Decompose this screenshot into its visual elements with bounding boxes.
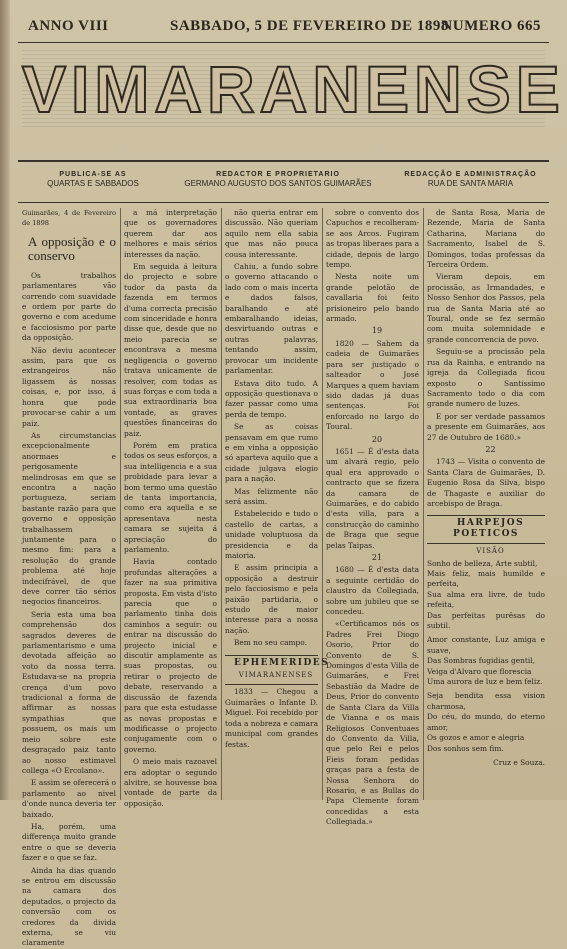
header-separator-rule xyxy=(18,202,549,203)
poem-line: Seja bendita essa vision charmosa, xyxy=(427,691,545,711)
poem xyxy=(427,559,545,769)
redactor-label: REDACTOR E PROPRIETARIO xyxy=(216,171,340,178)
paragraph: Cahiu, a fundo sobre o governo attacando o lado com o mais incerta e dados falsos, baralhando e até embaralhando ideias, desvirtuando outras e outras palavras, tentando assim, provocar um incidente parlamentar. xyxy=(225,262,318,376)
column-rule-2 xyxy=(221,208,222,800)
office-address xyxy=(398,170,543,198)
paragraph: Nesta noite um grande pelotão de cavallaria foi feito prisioneiro pelo bando armado. xyxy=(326,272,419,324)
paragraph: O meio mais razoavel era adoptar o segundo alvitre, se houvesse boa vontade de parte da opposição. xyxy=(124,757,217,808)
poem-line: Mais feliz, mais humilde e perfeita, xyxy=(427,569,545,589)
section-subtitle: VIMARANENSES xyxy=(238,671,314,680)
poetry-title: HARPEJOS POETICOS xyxy=(453,518,525,539)
redaccao-value: RUA DE SANTA MARIA xyxy=(427,179,514,188)
paragraph: «Certificamos nós os Padres Frei Diogo Osorio, Prior do Convento de S. Domingos d'esta Villa de Guimarães, e Frei Sebastião da Madre de Deus, Prior do convento de Santa Clara da Villa de Vianna e os mais Religiosos Conventuaes do Convento da Villa, que pelo Rei e pelos Fieis foram pedidas graças para a festa de Nossa Senhora do Rosario, e as Bullas do Papa Clemente foram concedidas a esta Collegiada.» xyxy=(326,619,419,827)
poem-line: Os gozos e amor e alegria xyxy=(427,733,525,743)
paragraph: Se as coisas pensavam em que rumo e em vinha a opposição só aparteva aquilo que a cidade julgava elogio para a nação. xyxy=(225,422,318,484)
column-5 xyxy=(427,208,545,800)
entry-number: 19 xyxy=(371,326,383,336)
paragraph: E por ser verdade passamos a presente em Guimarães, aos 27 de Outubro de 1680.» xyxy=(427,411,545,442)
poem-line: Amor constante, Luz amiga e suave, xyxy=(427,635,545,655)
paragraph: Seria esta uma boa comprehensão dos sagrados deveres de parlamentarismo e uma devotada affeição ao voto da nossa terra. Estudava-se na propria crença d'um povo tradicional a forma de affirmar as nossas sympathias que possuem, os mais um meio sobre este desgraçado paiz tanto ao nosso estimavel collega «O Ercolano». xyxy=(22,609,116,775)
column-1 xyxy=(22,208,116,948)
poem-author: Cruz e Souza. xyxy=(493,757,545,767)
editor-info xyxy=(168,170,388,198)
entry-number: 22 xyxy=(485,444,496,454)
column-rule-1 xyxy=(120,208,121,800)
paragraph: Mas felizmente não será assim. xyxy=(225,486,318,506)
dateline: Guimarães, 4 de Fevereiro de 1898 xyxy=(22,209,116,228)
column-rule-3 xyxy=(322,208,323,800)
paragraph: não queria entrar em discussão. Não queriam aquilo nem ella sabia que mas não pouca cousa interessante. xyxy=(225,208,318,259)
paragraph: Seguiu-se a procissão pela rua da Rainha, e entrando na igreja da Collegiada ficou exposto o Santissimo Sacramento todo o dia com grande numero de luzes. xyxy=(427,347,545,409)
paragraph: Bem no seu campo. xyxy=(234,638,307,648)
page-spine-shadow xyxy=(0,0,10,800)
poetry-section-header xyxy=(427,515,545,544)
entry-number: 20 xyxy=(371,434,383,444)
column-3 xyxy=(225,208,330,800)
paragraph: Ha, porém, uma differença muito grande entre o que se deveria fazer e o que se faz. xyxy=(22,821,116,863)
redactor-value: GERMANO AUGUSTO DOS SANTOS GUIMARÃES xyxy=(184,179,372,188)
poem-line: Das perfeitas purêsas do subtil. xyxy=(427,610,545,631)
publica-label: PUBLICA-SE AS xyxy=(59,171,127,178)
paragraph: 1680 — É d'esta data a seguinte certidão do claustro da Collegiada, sobre um jubileu que se concedeu. xyxy=(326,565,419,617)
paragraph: Porém em pratica todos os seus esforços, a sua intelligencia e a sua probidade para levar a bom termo uma questão de tanta importancia, como era aquella e se apresentava nesta camara se sujeita á apreciação do parlamento. xyxy=(124,440,217,554)
column-2 xyxy=(124,208,217,808)
masthead-bottom-rule xyxy=(18,160,549,162)
paragraph: E assim se oferecerá o parlamento ao nivel d'onde nunca deveria ter baixado. xyxy=(22,778,116,819)
poem-line: Sua alma era livre, de tudo refeita, xyxy=(427,589,545,610)
paragraph: de Santa Rosa, Maria de Rezende, Maria de Santa Catharina, Mariana do Sacramento, Isabel de S. Domingos, todas professas da Terceira Ordem. xyxy=(427,208,545,270)
masthead-top-rule xyxy=(18,42,549,43)
paragraph: Havia contado profundas alterações a fazer na sua primitiva proposta. Em vista d'isto parecia que o parlamento tinha dois caminhos a seguir: ou entrar na discussão do projecto inicial e discutir amplamente as suas propostas, ou retirar o projecto de debate, reservando a discussão de fazenda para que esta estudasse as novas propostas e modificasse o projecto conjugamente com o governo. xyxy=(124,557,217,754)
ephemerides-header xyxy=(225,655,330,686)
paragraph: sobre o convento dos Capuchos e recolheram-se aos Arcos. Fugiram as tropas liberaes para a cidade, depois de largo tempo. xyxy=(326,208,419,270)
entry-number: 21 xyxy=(371,553,383,562)
redaccao-label: REDACÇÃO E ADMINISTRAÇÃO xyxy=(404,171,537,178)
paragraph: Os trabalhos parlamentares vão correndo com suavidade e ordem por parte do governo e com acedume e facciosismo por parte da opposição. xyxy=(22,270,116,343)
paragraph: Vieram depois, em procissão, as Irmandades, e Nosso Senhor dos Passos, pela rua de Santa Maria até ao Toural, onde se fez sermão com muita solemnidade e grande concorrencia de povo. xyxy=(427,272,545,344)
publication-days xyxy=(28,170,158,198)
poem-line: Uma aurora de luz e bem feliz. xyxy=(427,677,543,687)
newspaper-title: VIMARANENSE xyxy=(22,48,545,130)
poem-title: VISÃO xyxy=(476,547,505,556)
paragraph: Não deviu acontecer assim, para que os extrangeiros não ligassem ás nossas coisas, e, por isso, á honra que pode provocar-se cahir a um paiz. xyxy=(22,345,116,428)
paragraph: 1743 — Visita o convento de Santa Clara de Guimarães, D. Eugenio Rosa da Silva, bispo de Thagaste e auxiliar do arcebispo de Braga. xyxy=(427,457,545,508)
column-rule-4 xyxy=(423,208,424,800)
paragraph: 1820 — Sahem da cadeia de Guimarães para ser justiçado o salteador o José Marques a quem haviam sido dadas já duas sentenças. Foi enforcado no largo do Toural. xyxy=(326,338,419,432)
section-title: EPHEMERIDES xyxy=(234,657,330,668)
poem-line: Sonho de belleza, Arte subtil, xyxy=(427,558,538,568)
poem-line: Dos sonhos sem fim. xyxy=(427,743,504,753)
masthead-info-row xyxy=(20,18,547,40)
column-4 xyxy=(326,208,419,827)
poem-line: Veiga d'Alvaro que florescia xyxy=(427,666,532,676)
poem-line: Das Sombras fugidias gentil, xyxy=(427,656,535,666)
paragraph: Estava dito tudo. A opposição questionava o fazer passar como uma perda de tempo. xyxy=(225,378,318,419)
paragraph: a má interpretação que os governadores querem dar aos melhores e mais sérios interesses da nação. xyxy=(124,208,217,259)
poem-line: Do céu, do mundo, do eterno amor, xyxy=(427,712,545,732)
anno-label: ANNO VIII xyxy=(28,18,109,34)
publica-value: QUARTAS E SABBADOS xyxy=(47,179,139,188)
issue-date: SABBADO, 5 DE FEVEREIRO DE 1898 xyxy=(170,18,449,34)
paragraph: As circumstancias excepcionalmente anormaes e perigosamente melindrosas em que se encontra a nação portugueza, seriam bastante razão para que governo e opposição trabalhassem juntamente para o mesmo fim: para a resolução do grande problema até hoje indecifrável, de que deve correr tão sérios negocios financeiros. xyxy=(22,430,116,607)
issue-number: NUMERO 665 xyxy=(441,18,541,34)
article-headline: A opposição e o conservo xyxy=(28,233,116,263)
paragraph: 1651 — É d'esta data um alvará regio, pelo qual era approvado o contracto que se fizera da camara de Guimarães, e do cabido d'esta villa, para a construcção do caminho de Braga que segue pelas Taipas. xyxy=(326,446,419,550)
paragraph: Ainda ha dias quando se entrou em discussão na camara dos deputados, o projecto da conversão com os credores da divida externa, se viu claramente xyxy=(22,865,116,948)
paragraph: 1833 — Chegou a Guimarães o Infante D. Miguel. Foi recebido por toda a nobreza e camara municipal com grandes festas. xyxy=(225,687,318,749)
paragraph: Em seguida á leitura do projecto e sobre tudor da pasta da fazenda em termos d'uma correcta precisão com sinceridade e honra disse que, desde que no meio parecia se encontrava a mesma negligencia o governo tratava unicamente de resolver, com todas as suas forças e com toda a sua extraordinaria boa vontade, as graves questões financeiras do paiz. xyxy=(124,262,217,438)
paragraph: E assim principia a opposição a destruir pelo facciosismo e pela paixão partidaria, o estudo de maior interesse para a nossa nação. xyxy=(225,563,318,635)
paragraph: Estabelecido e tudo o castello de cartas, a unidade voluptuosa da presidencia e da maioria. xyxy=(225,509,318,560)
